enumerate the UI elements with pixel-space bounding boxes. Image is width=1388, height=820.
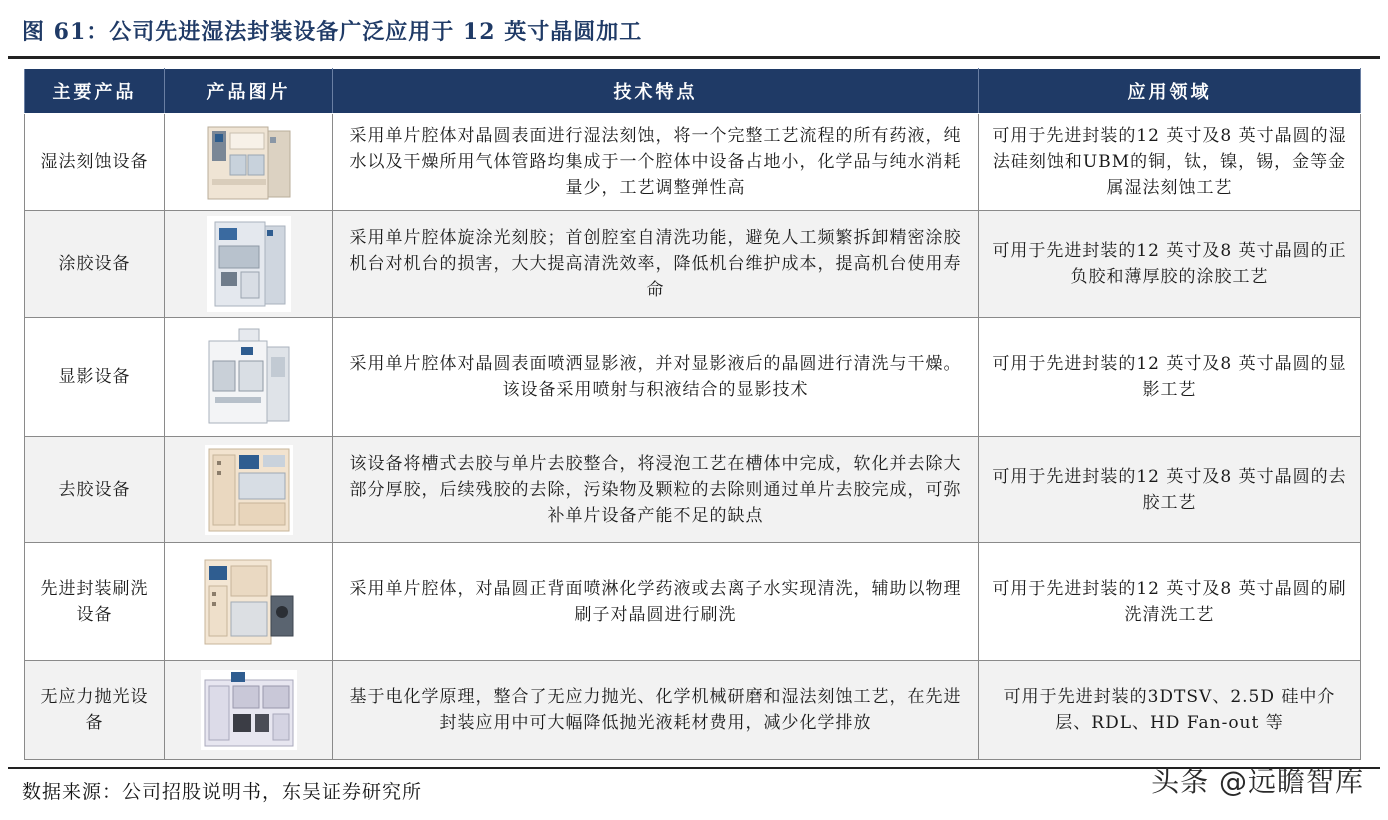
developing-machine-image (203, 327, 295, 427)
data-source: 数据来源：公司招股说明书，东吴证券研究所 (22, 781, 423, 803)
product-image (165, 211, 333, 318)
header-tech: 技术特点 (333, 69, 979, 114)
application-field: 可用于先进封装的12 英寸及8 英寸晶圆的湿法硅刻蚀和UBM的铜，钛，镍，锡，金等金属湿法刻蚀工艺 (979, 114, 1361, 211)
product-name: 显影设备 (25, 318, 165, 437)
stripping-machine-image (205, 445, 293, 535)
application-field: 可用于先进封装的12 英寸及8 英寸晶圆的刷洗清洗工艺 (979, 543, 1361, 661)
table-row (25, 318, 1361, 437)
table-row (25, 114, 1361, 211)
product-image (165, 114, 333, 211)
figure-title: 图 61：公司先进湿法封装设备广泛应用于 12 英寸晶圆加工 (22, 19, 643, 45)
coating-machine-image (207, 216, 291, 312)
polishing-machine-image (201, 670, 297, 750)
product-name: 先进封装刷洗设备 (25, 543, 165, 661)
product-table (24, 68, 1361, 760)
tech-features: 采用单片腔体对晶圆表面喷洒显影液，并对显影液后的晶圆进行清洗与干燥。该设备采用喷射与积液结合的显影技术 (333, 318, 979, 437)
tech-features: 采用单片腔体，对晶圆正背面喷淋化学药液或去离子水实现清洗，辅助以物理刷子对晶圆进行刷洗 (333, 543, 979, 661)
product-image (165, 661, 333, 760)
product-image (165, 318, 333, 437)
application-field: 可用于先进封装的12 英寸及8 英寸晶圆的正负胶和薄厚胶的涂胶工艺 (979, 211, 1361, 318)
table-row (25, 211, 1361, 318)
table-row (25, 543, 1361, 661)
table-row (25, 437, 1361, 543)
application-field: 可用于先进封装的12 英寸及8 英寸晶圆的显影工艺 (979, 318, 1361, 437)
wet-etch-machine-image (204, 121, 294, 203)
top-divider (8, 56, 1380, 59)
application-field: 可用于先进封装的3DTSV、2.5D 硅中介层、RDL、HD Fan-out 等 (979, 661, 1361, 760)
header-application: 应用领域 (979, 69, 1361, 114)
tech-features: 该设备将槽式去胶与单片去胶整合，将浸泡工艺在槽体中完成，软化并去除大部分厚胶，后续残胶的去除，污染物及颗粒的去除则通过单片去胶完成，可弥补单片设备产能不足的缺点 (333, 437, 979, 543)
tech-features: 采用单片腔体旋涂光刻胶；首创腔室自清洗功能，避免人工频繁拆卸精密涂胶机台对机台的损害，大大提高清洗效率，降低机台维护成本，提高机台使用寿命 (333, 211, 979, 318)
watermark: 头条 @远瞻智库 (1151, 765, 1364, 798)
scrubbing-machine-image (201, 556, 297, 648)
header-product: 主要产品 (25, 69, 165, 114)
product-image (165, 437, 333, 543)
tech-features: 基于电化学原理，整合了无应力抛光、化学机械研磨和湿法刻蚀工艺，在先进封装应用中可大幅降低抛光液耗材费用，减少化学排放 (333, 661, 979, 760)
product-name: 无应力抛光设备 (25, 661, 165, 760)
table-header-row (25, 69, 1361, 114)
tech-features: 采用单片腔体对晶圆表面进行湿法刻蚀，将一个完整工艺流程的所有药液，纯水以及干燥所用气体管路均集成于一个腔体中设备占地小，化学品与纯水消耗量少，工艺调整弹性高 (333, 114, 979, 211)
header-picture: 产品图片 (165, 69, 333, 114)
application-field: 可用于先进封装的12 英寸及8 英寸晶圆的去胶工艺 (979, 437, 1361, 543)
product-name: 涂胶设备 (25, 211, 165, 318)
product-image (165, 543, 333, 661)
product-name: 去胶设备 (25, 437, 165, 543)
product-name: 湿法刻蚀设备 (25, 114, 165, 211)
table-row (25, 661, 1361, 760)
